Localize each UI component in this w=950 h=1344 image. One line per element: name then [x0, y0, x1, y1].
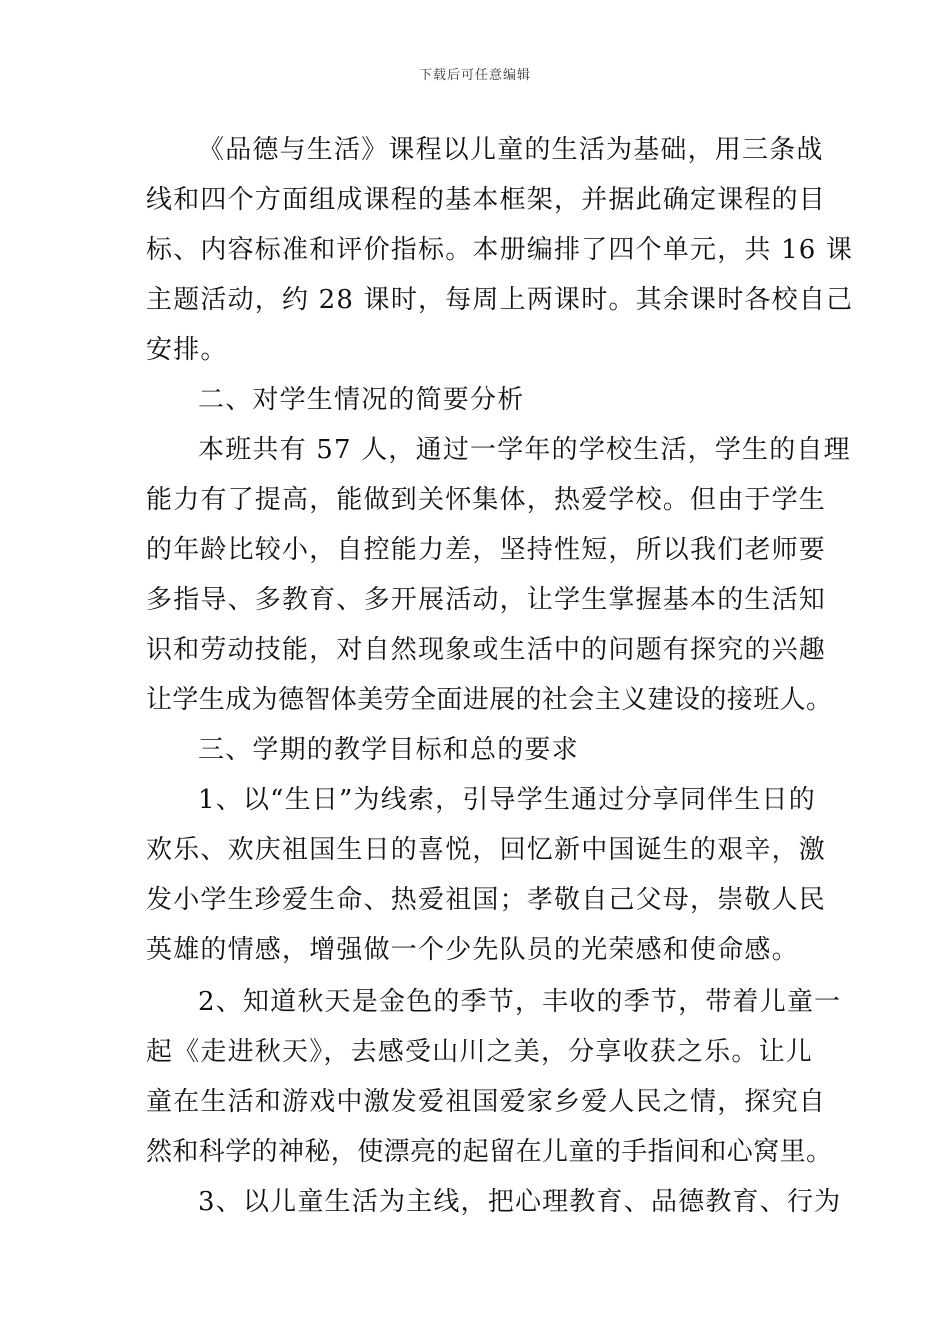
paragraph-line: 然和科学的神秘，使漂亮的起留在儿童的手指间和心窝里。	[146, 1137, 833, 1167]
paragraph-line: 能力有了提高，能做到关怀集体，热爱学校。但由于学生	[146, 485, 827, 515]
paragraph-line: 的年龄比较小，自控能力差，坚持性短，所以我们老师要	[146, 535, 827, 565]
paragraph-line: 欢乐、欢庆祖国生日的喜悦，回忆新中国诞生的艰辛，激	[146, 835, 827, 865]
paragraph-line: 标、内容标准和评价指标。本册编排了四个单元，共 16 课	[146, 235, 854, 265]
paragraph-line: 线和四个方面组成课程的基本框架，并据此确定课程的目	[146, 185, 827, 215]
paragraph-line: 起《走进秋天》，去感受山川之美，分享收获之乐。让儿	[146, 1037, 814, 1067]
paragraph-line: 1、以“生日”为线索，引导学生通过分享同伴生日的	[198, 785, 816, 815]
paragraph-line: 发小学生珍爱生命、热爱祖国；孝敬自己父母，崇敬人民	[146, 885, 827, 915]
paragraph-line: 童在生活和游戏中激发爱祖国爱家乡爱人民之情，探究自	[146, 1087, 827, 1117]
paragraph-line: 识和劳动技能，对自然现象或生活中的问题有探究的兴趣	[146, 635, 827, 665]
paragraph-line: 主题活动，约 28 课时，每周上两课时。其余课时各校自己	[146, 285, 854, 315]
section-heading: 二、对学生情况的简要分析	[198, 385, 525, 415]
page-header-note: 下载后可任意编辑	[418, 68, 531, 83]
paragraph-line: 2、知道秋天是金色的季节，丰收的季节，带着儿童一	[198, 987, 842, 1017]
paragraph-line: 本班共有 57 人，通过一学年的学校生活，学生的自理	[198, 435, 851, 465]
paragraph-line: 《品德与生活》课程以儿童的生活为基础，用三条战	[198, 135, 824, 165]
paragraph-line: 英雄的情感，增强做一个少先队员的光荣感和使命感。	[146, 935, 799, 965]
paragraph-line: 多指导、多教育、多开展活动，让学生掌握基本的生活知	[146, 585, 827, 615]
paragraph-line: 安排。	[146, 335, 228, 365]
section-heading: 三、学期的教学目标和总的要求	[198, 735, 579, 765]
paragraph-line: 让学生成为德智体美劳全面进展的社会主义建设的接班人。	[146, 685, 833, 715]
paragraph-line: 3、以儿童生活为主线，把心理教育、品德教育、行为	[198, 1187, 842, 1217]
